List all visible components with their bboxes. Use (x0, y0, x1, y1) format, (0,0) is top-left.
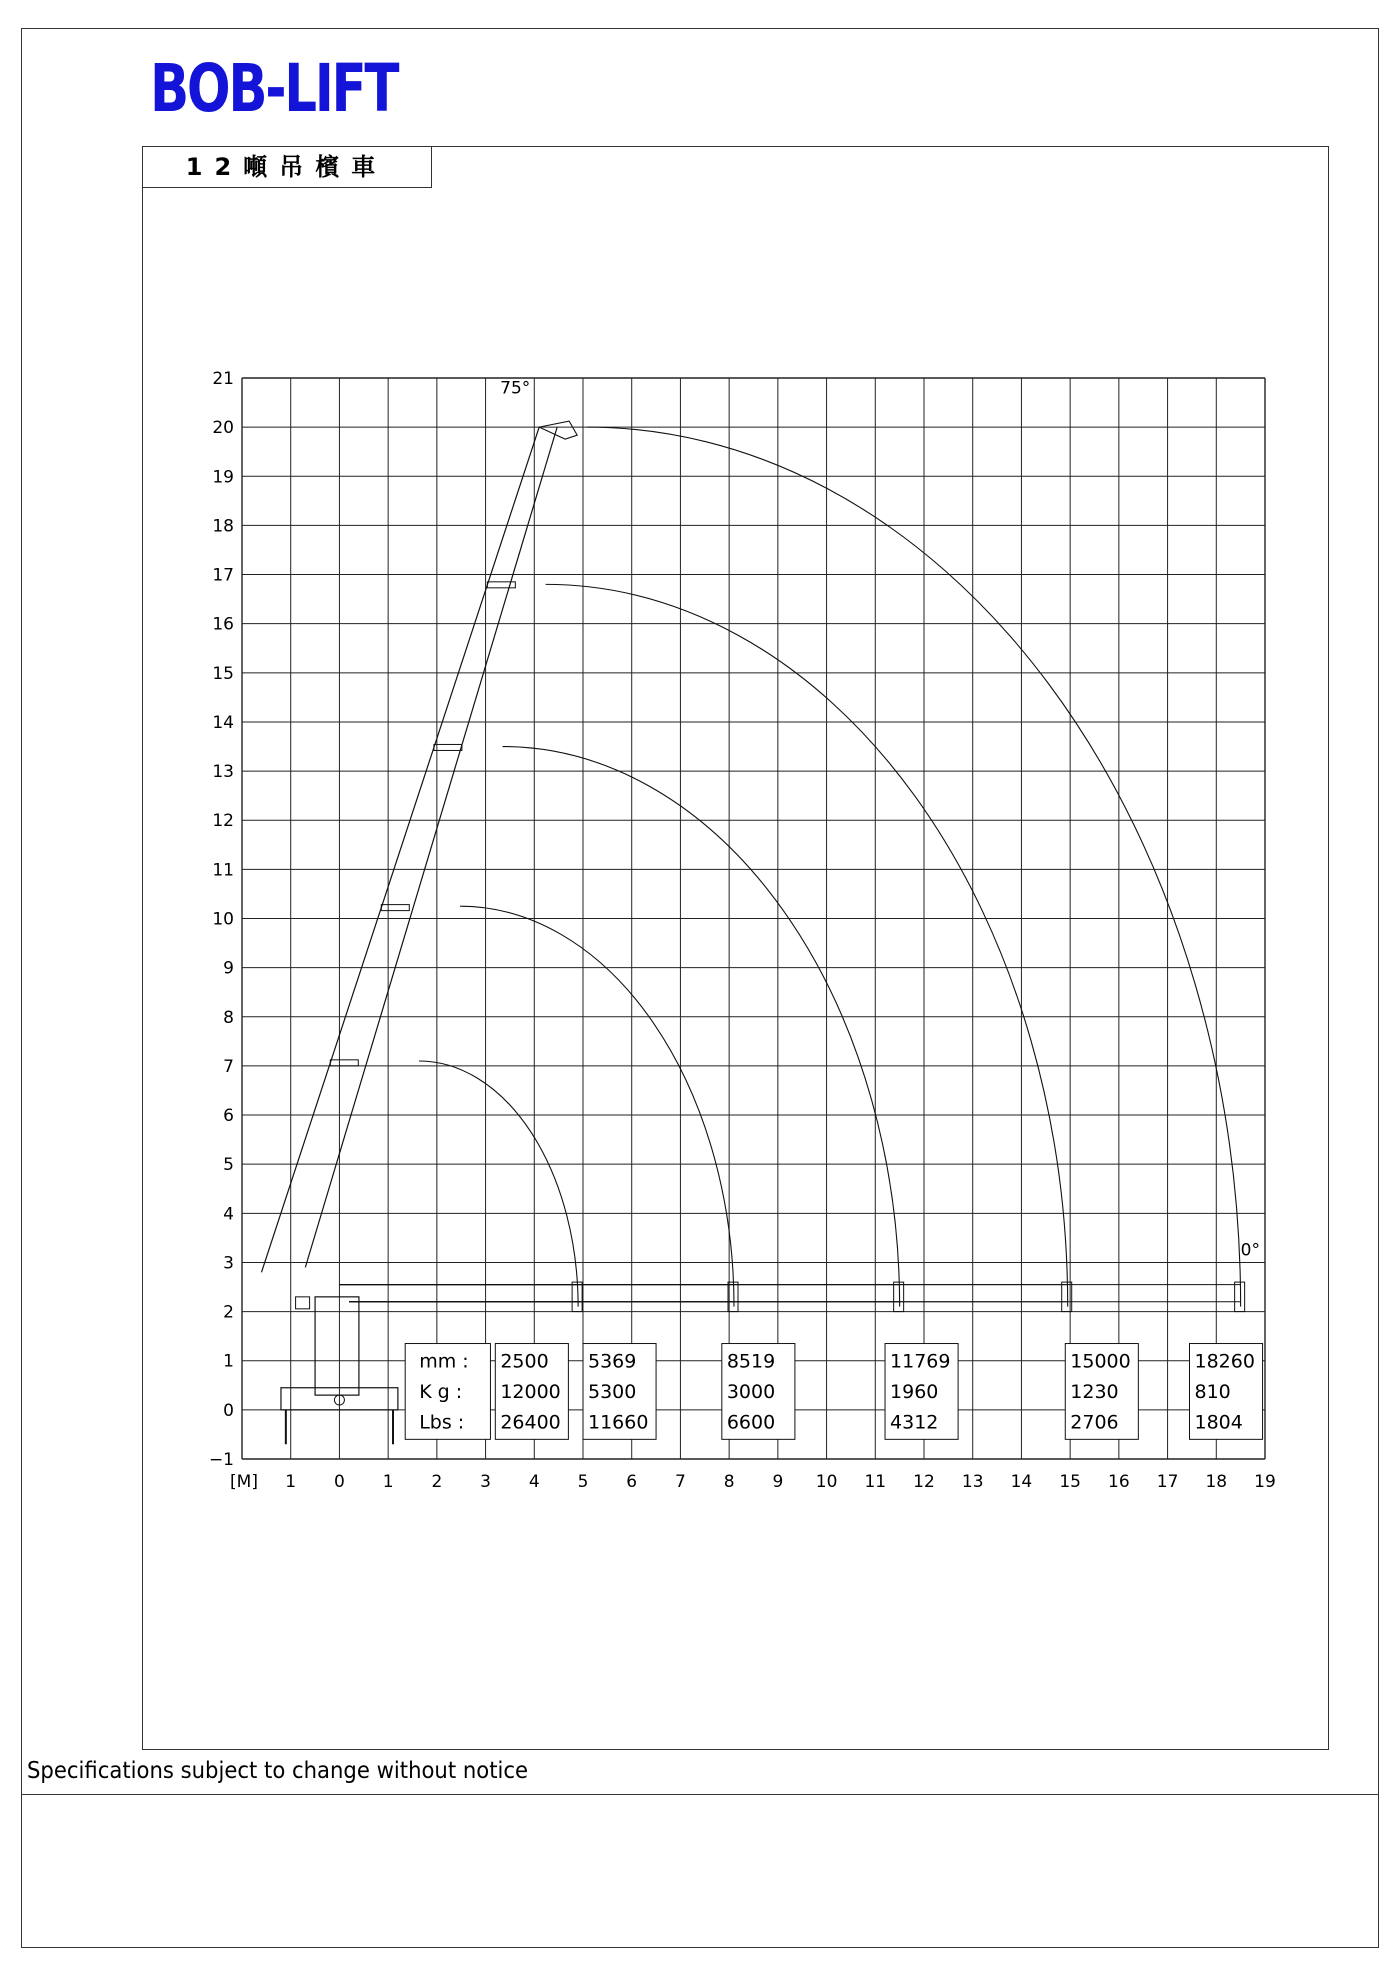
x-tick-label: 5 (577, 1472, 589, 1492)
y-tick-label: 20 (212, 418, 234, 439)
load-table-row-label: Lbs : (419, 1411, 465, 1434)
y-tick-label: −1 (208, 1450, 234, 1470)
load-table-value: 810 (1194, 1381, 1231, 1404)
y-tick-label: 6 (223, 1106, 234, 1127)
reach-arc (460, 906, 734, 1306)
brand-logo: BOB-LIFT (150, 50, 398, 127)
load-table-row-label: K g : (419, 1381, 463, 1404)
x-tick-label: 12 (913, 1472, 935, 1492)
load-table-value: 5369 (588, 1350, 637, 1373)
x-tick-label: 6 (626, 1472, 638, 1492)
y-tick-label: 17 (212, 565, 234, 586)
page-title: 12噸吊檳車 (142, 146, 432, 188)
boom-section-joint (330, 1060, 358, 1066)
reach-arcs (419, 427, 1241, 1307)
x-tick-label: 2 (431, 1472, 443, 1492)
load-table-value: 1960 (890, 1381, 939, 1404)
load-table (405, 1344, 1262, 1440)
load-table-value: 26400 (500, 1411, 561, 1434)
load-table-value: 15000 (1070, 1350, 1131, 1373)
x-tick-label: 10 (815, 1472, 838, 1492)
load-table-value: 12000 (500, 1381, 561, 1404)
angle-label-min: 0° (1240, 1240, 1260, 1261)
x-tick-label: 18 (1205, 1472, 1228, 1492)
load-table-row-label: mm : (419, 1350, 469, 1373)
load-table-value: 11660 (588, 1411, 649, 1434)
y-tick-label: 16 (212, 614, 234, 635)
x-tick-label: 11 (864, 1472, 887, 1492)
load-table-value: 3000 (726, 1381, 776, 1404)
chart-grid (242, 378, 1265, 1459)
y-tick-label: 4 (223, 1204, 234, 1225)
load-table-value: 8519 (726, 1350, 776, 1373)
y-tick-label: 15 (212, 663, 234, 684)
load-table-value: 2706 (1070, 1411, 1119, 1434)
raised-boom-left (261, 427, 539, 1272)
raised-boom-right (305, 427, 557, 1267)
y-tick-label: 1 (223, 1351, 234, 1372)
y-tick-label: 21 (212, 369, 234, 389)
y-tick-label: 8 (223, 1007, 234, 1028)
y-tick-label: 5 (223, 1155, 234, 1176)
y-tick-label: 11 (212, 860, 234, 881)
x-tick-label: 16 (1108, 1472, 1130, 1492)
load-table-value: 5300 (588, 1381, 637, 1404)
x-tick-label: 1 (285, 1472, 297, 1492)
reach-arc (587, 427, 1240, 1307)
y-tick-label: 0 (223, 1400, 234, 1421)
x-tick-label: 9 (772, 1472, 784, 1492)
y-tick-label: 2 (223, 1302, 234, 1323)
y-tick-label: 18 (212, 516, 234, 537)
boom-tip-hook (1235, 1282, 1245, 1311)
y-tick-label: 13 (212, 762, 234, 783)
reach-arc (419, 1061, 578, 1307)
x-tick-label: 17 (1156, 1472, 1179, 1492)
x-tick-label: 7 (675, 1472, 686, 1492)
load-table-value: 4312 (890, 1411, 939, 1434)
load-table-value: 11769 (890, 1350, 951, 1373)
boom-section-joint (381, 905, 409, 911)
x-tick-label: 4 (528, 1472, 540, 1492)
x-tick-label: 15 (1059, 1472, 1081, 1492)
y-tick-label: 10 (212, 909, 234, 930)
load-table-value: 1804 (1194, 1411, 1243, 1434)
raised-boom-head (539, 421, 577, 439)
control-box (296, 1297, 310, 1309)
boom-tip-hook (894, 1282, 904, 1311)
boom-section-joint (434, 744, 462, 750)
load-table-value: 1230 (1070, 1381, 1119, 1404)
x-tick-label: 1 (382, 1472, 394, 1492)
x-tick-label: 8 (723, 1472, 735, 1492)
angle-label-max: 75° (500, 378, 531, 399)
load-table-value: 2500 (500, 1350, 549, 1373)
y-tick-label: 7 (223, 1056, 234, 1077)
x-tick-label: 19 (1254, 1472, 1276, 1492)
y-tick-label: 3 (223, 1253, 234, 1274)
y-tick-label: 9 (223, 958, 234, 979)
y-tick-label: 14 (212, 712, 234, 733)
specifications-notice: Specifications subject to change without notice (27, 1758, 529, 1784)
x-tick-label: 13 (961, 1472, 984, 1492)
x-tick-label: 14 (1010, 1472, 1033, 1492)
axis-ticks (209, 369, 1276, 1492)
reach-arc (503, 747, 900, 1307)
load-table-value: 18260 (1194, 1350, 1255, 1373)
y-tick-label: 19 (212, 467, 234, 488)
load-table-value: 6600 (726, 1411, 776, 1434)
x-tick-label: 3 (480, 1472, 491, 1492)
x-tick-label: 0 (334, 1472, 345, 1492)
x-unit-label: [M] (230, 1472, 258, 1492)
crane-boom (261, 378, 1259, 1444)
y-tick-label: 12 (212, 811, 234, 832)
